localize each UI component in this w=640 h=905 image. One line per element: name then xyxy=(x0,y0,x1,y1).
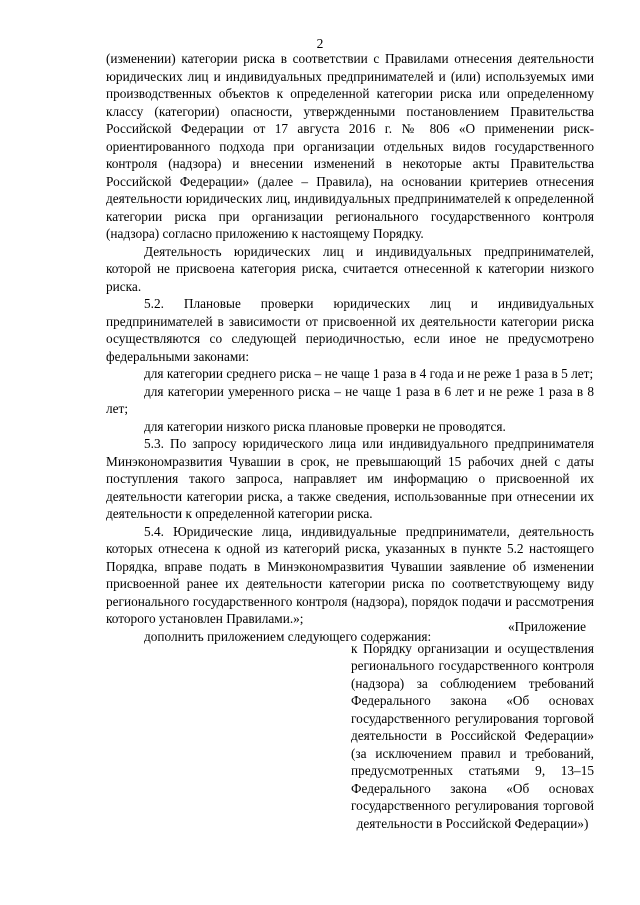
appendix-heading: «Приложение xyxy=(507,619,586,634)
paragraph-5-4: 5.4. Юридические лица, индивидуальные предприниматели, деятельность которых отнесена к одной из категорий риска, указанных в пункте 5.2 настоящего Порядка, вправе подать в Минэкономразвития Чувашии заявление об изменении присвоенной ранее их деятельности категории риска по соответствующему виду регионального государственного контроля (надзора), порядок подачи и рассмотрения которого установлен Правилами.»; xyxy=(106,523,594,626)
appendix-text: к Порядку организации и осуществления регионального государственного контроля (надзора) за соблюдением требований Федерального закона «Об основах государственного регулирования торговой деятельности в Российской Федерации» (за исключением правил и требований, предусмотренных статьями 9, 13–15 Федерального закона «Об основах государственного регулирования торговой деятельности в Российской Федерации») xyxy=(351,640,594,831)
paragraph-risk-category: (изменении) категории риска в соответствии с Правилами отнесения деятельности юридических лиц и индивидуальных предпринимателей и (или) используемых ими производственных объектов к определенной категории риска или определенному классу (категории) опасности, утвержденными постановлением Правительства Российской Федерации от 17 августа 2016 г. № 806 «О применении риск-ориентированного подхода при организации отдельных видов государственного контроля (надзора) и внесении изменений в некоторые акты Правительства Российской Федерации» (далее – Правила), на основании критериев отнесения деятельности юридических лиц, индивидуальных предпринимателей к определенной категории риска при организации регионального государственного контроля (надзора) согласно приложению к настоящему Порядку. xyxy=(106,51,594,241)
paragraph-low-risk-default: Деятельность юридических лиц и индивидуальных предпринимателей, которой не присвоена категория риска, считается отнесенной к категории низкого риска. xyxy=(106,243,594,294)
paragraph-add-appendix: дополнить приложением следующего содержания: xyxy=(144,628,432,644)
paragraph-5-2: 5.2. Плановые проверки юридических лиц и индивидуальных предпринимателей в зависимости от присвоенной их деятельности категории риска осуществляются со следующей периодичностью, если иное не предусмотрено федеральными законами: xyxy=(106,296,594,364)
document-body xyxy=(106,50,594,645)
paragraph-moderate-risk: для категории умеренного риска – не чаще 1 раза в 6 лет и не реже 1 раза в 8 лет; xyxy=(106,383,594,416)
page-number: 2 xyxy=(316,36,324,51)
paragraph-5-3: 5.3. По запросу юридического лица или индивидуального предпринимателя Минэкономразвития Чувашии в срок, не превышающий 15 рабочих дней с даты поступления такого запроса, направляет им информацию о присвоенной их деятельности категории риска, а также сведения, использованные при отнесении их деятельности к определенной категории риска. xyxy=(106,436,594,521)
paragraph-low-risk: для категории низкого риска плановые проверки не проводятся. xyxy=(144,418,506,434)
paragraph-medium-risk: для категории среднего риска – не чаще 1 раза в 4 года и не реже 1 раза в 5 лет; xyxy=(144,366,594,381)
appendix-block xyxy=(351,618,594,832)
